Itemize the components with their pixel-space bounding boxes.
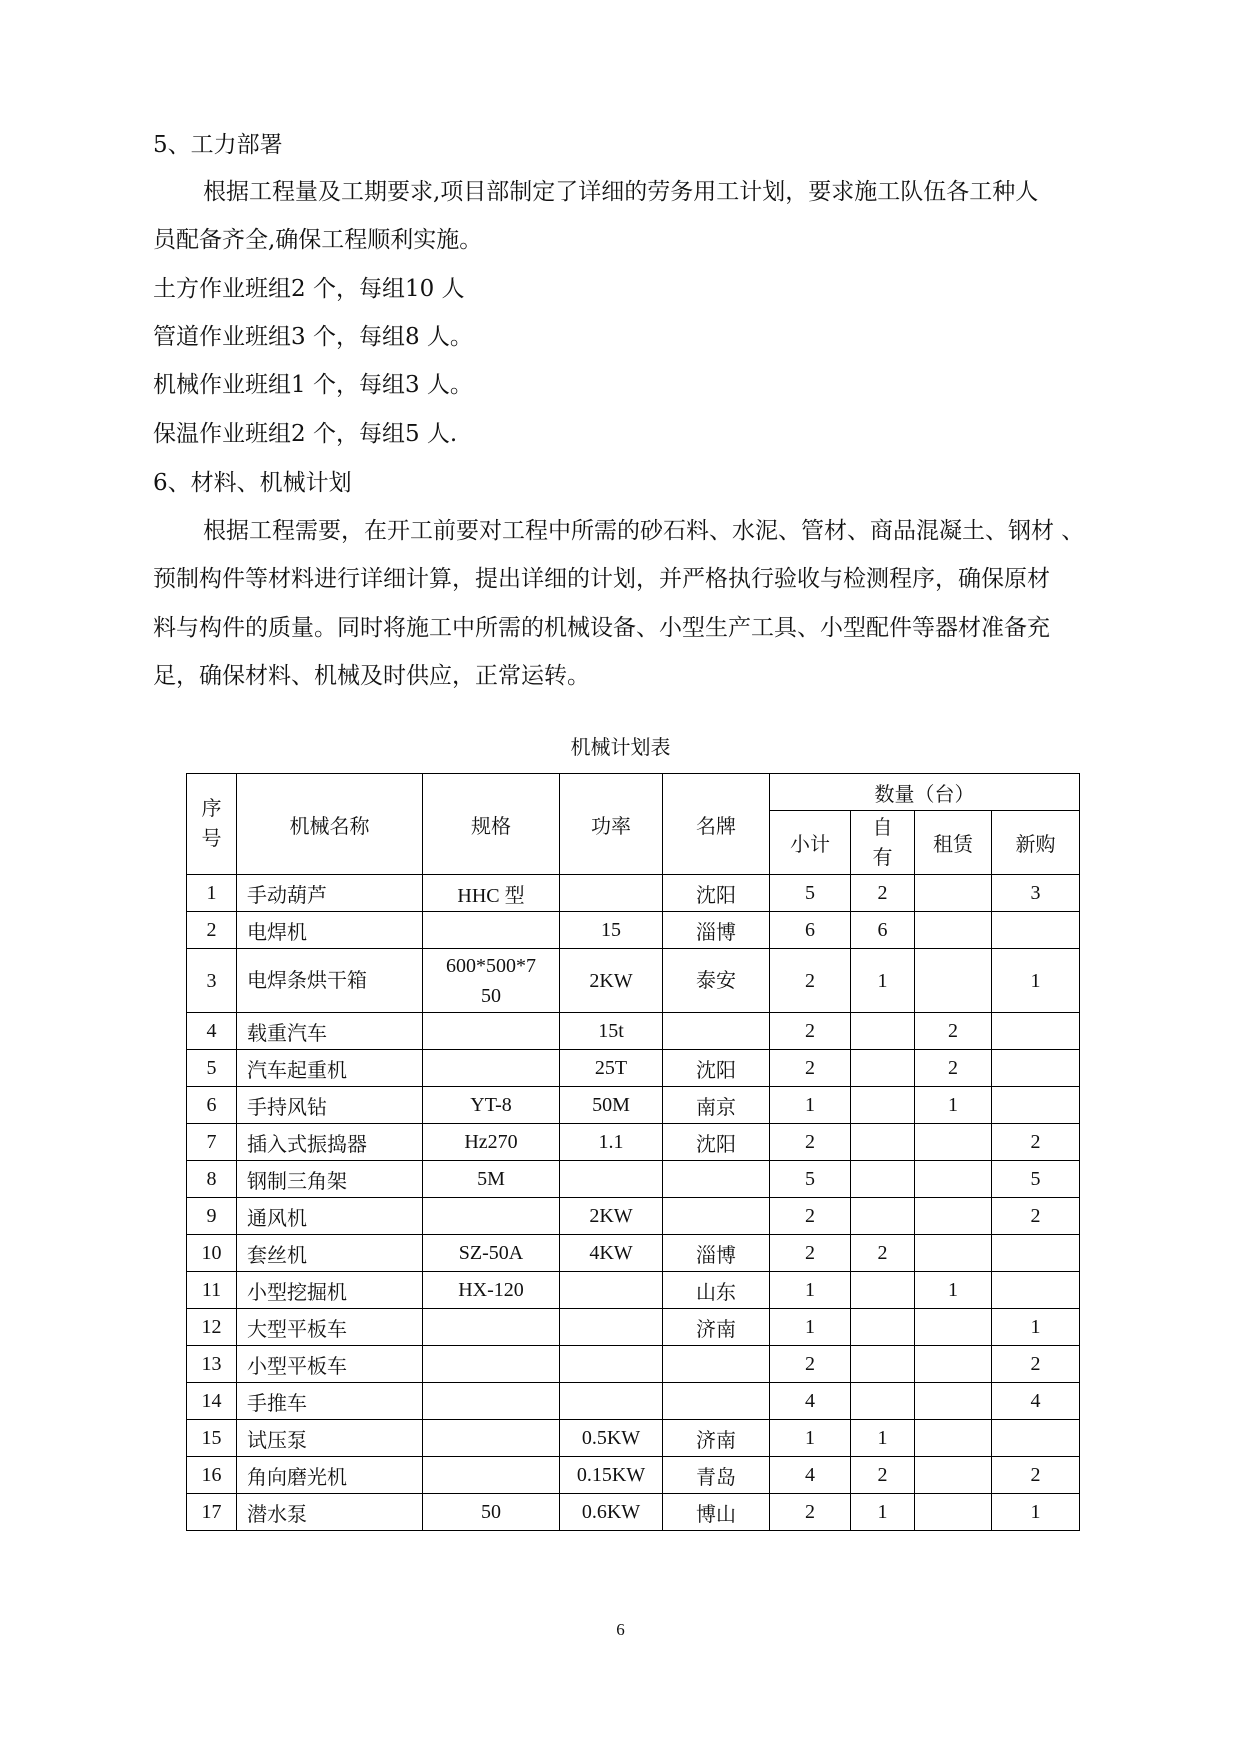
cell-subtotal: 2 bbox=[770, 1494, 851, 1531]
cell-own bbox=[851, 1272, 915, 1309]
section6-paragraph-line: 预制构件等材料进行详细计算，提出详细的计划，并严格执行验收与检测程序，确保原材 bbox=[153, 566, 1050, 592]
cell-rent bbox=[915, 1457, 992, 1494]
cell-spec: HHC 型 bbox=[423, 875, 560, 912]
cell-seq: 12 bbox=[187, 1309, 237, 1346]
cell-subtotal: 2 bbox=[770, 1050, 851, 1087]
cell-spec: HX-120 bbox=[423, 1272, 560, 1309]
cell-name: 试压泵 bbox=[237, 1420, 423, 1457]
table-row bbox=[187, 1161, 1080, 1198]
cell-brand: 济南 bbox=[663, 1420, 770, 1457]
cell-power: 15t bbox=[560, 1013, 663, 1050]
cell-subtotal: 4 bbox=[770, 1457, 851, 1494]
cell-spec bbox=[423, 1383, 560, 1420]
cell-new bbox=[992, 1272, 1080, 1309]
table-row bbox=[187, 1013, 1080, 1050]
cell-spec bbox=[423, 1198, 560, 1235]
cell-seq: 11 bbox=[187, 1272, 237, 1309]
cell-own bbox=[851, 1198, 915, 1235]
cell-spec bbox=[423, 1420, 560, 1457]
table-row bbox=[187, 1198, 1080, 1235]
section5-paragraph-line1: 根据工程量及工期要求,项目部制定了详细的劳务用工计划，要求施工队伍各工种人 bbox=[203, 179, 1039, 205]
section5-paragraph-line2: 员配备齐全,确保工程顺利实施。 bbox=[153, 227, 483, 253]
cell-spec: 50 bbox=[423, 1494, 560, 1531]
cell-seq: 5 bbox=[187, 1050, 237, 1087]
cell-brand bbox=[663, 1383, 770, 1420]
cell-new: 5 bbox=[992, 1161, 1080, 1198]
cell-seq: 17 bbox=[187, 1494, 237, 1531]
section5-heading: 5、工力部署 bbox=[153, 132, 283, 158]
cell-spec bbox=[423, 1457, 560, 1494]
cell-name: 大型平板车 bbox=[237, 1309, 423, 1346]
section6-paragraph-line: 足，确保材料、机械及时供应，正常运转。 bbox=[153, 663, 590, 689]
cell-seq: 10 bbox=[187, 1235, 237, 1272]
cell-brand bbox=[663, 1161, 770, 1198]
cell-new bbox=[992, 1235, 1080, 1272]
cell-power bbox=[560, 875, 663, 912]
cell-own: 1 bbox=[851, 1420, 915, 1457]
cell-spec: Hz270 bbox=[423, 1124, 560, 1161]
cell-subtotal: 5 bbox=[770, 875, 851, 912]
cell-subtotal: 6 bbox=[770, 912, 851, 949]
cell-own bbox=[851, 1309, 915, 1346]
cell-power: 15 bbox=[560, 912, 663, 949]
cell-name: 通风机 bbox=[237, 1198, 423, 1235]
cell-rent bbox=[915, 1383, 992, 1420]
cell-power: 0.15KW bbox=[560, 1457, 663, 1494]
cell-new: 1 bbox=[992, 1494, 1080, 1531]
cell-spec: SZ-50A bbox=[423, 1235, 560, 1272]
cell-rent bbox=[915, 912, 992, 949]
cell-own: 1 bbox=[851, 1494, 915, 1531]
cell-brand: 淄博 bbox=[663, 912, 770, 949]
table-row bbox=[187, 912, 1080, 949]
cell-new: 1 bbox=[992, 1309, 1080, 1346]
page-number: 6 bbox=[616, 1620, 625, 1639]
cell-name: 手动葫芦 bbox=[237, 875, 423, 912]
cell-brand: 济南 bbox=[663, 1309, 770, 1346]
cell-own bbox=[851, 1087, 915, 1124]
cell-own bbox=[851, 1383, 915, 1420]
header-subtotal: 小计 bbox=[770, 811, 851, 875]
cell-seq: 13 bbox=[187, 1346, 237, 1383]
cell-new: 2 bbox=[992, 1457, 1080, 1494]
cell-power bbox=[560, 1383, 663, 1420]
cell-brand: 沈阳 bbox=[663, 1124, 770, 1161]
cell-rent: 2 bbox=[915, 1013, 992, 1050]
cell-subtotal: 4 bbox=[770, 1383, 851, 1420]
cell-own bbox=[851, 1013, 915, 1050]
cell-brand: 青岛 bbox=[663, 1457, 770, 1494]
section6-paragraph-line: 料与构件的质量。同时将施工中所需的机械设备、小型生产工具、小型配件等器材准备充 bbox=[153, 615, 1050, 641]
cell-seq: 2 bbox=[187, 912, 237, 949]
cell-power bbox=[560, 1309, 663, 1346]
table-row bbox=[187, 1309, 1080, 1346]
cell-power: 0.5KW bbox=[560, 1420, 663, 1457]
table-row bbox=[187, 1494, 1080, 1531]
cell-power: 25T bbox=[560, 1050, 663, 1087]
cell-spec: 5M bbox=[423, 1161, 560, 1198]
cell-rent bbox=[915, 1124, 992, 1161]
cell-brand: 泰安 bbox=[663, 949, 770, 1013]
cell-new bbox=[992, 912, 1080, 949]
header-new: 新购 bbox=[992, 811, 1080, 875]
team-item: 机械作业班组1 个，每组3 人。 bbox=[153, 372, 473, 398]
cell-spec bbox=[423, 1346, 560, 1383]
cell-spec bbox=[423, 1050, 560, 1087]
cell-seq: 8 bbox=[187, 1161, 237, 1198]
cell-seq: 14 bbox=[187, 1383, 237, 1420]
cell-brand: 南京 bbox=[663, 1087, 770, 1124]
cell-power bbox=[560, 1272, 663, 1309]
cell-name: 手持风钻 bbox=[237, 1087, 423, 1124]
cell-subtotal: 2 bbox=[770, 1235, 851, 1272]
cell-subtotal: 2 bbox=[770, 1346, 851, 1383]
cell-seq: 1 bbox=[187, 875, 237, 912]
cell-own: 2 bbox=[851, 1235, 915, 1272]
table-row bbox=[187, 1420, 1080, 1457]
cell-own bbox=[851, 1161, 915, 1198]
cell-subtotal: 2 bbox=[770, 949, 851, 1013]
cell-rent: 2 bbox=[915, 1050, 992, 1087]
cell-power: 50M bbox=[560, 1087, 663, 1124]
cell-new: 3 bbox=[992, 875, 1080, 912]
table-row bbox=[187, 949, 1080, 1013]
cell-new bbox=[992, 1013, 1080, 1050]
cell-spec bbox=[423, 1013, 560, 1050]
cell-subtotal: 1 bbox=[770, 1309, 851, 1346]
table-row bbox=[187, 1457, 1080, 1494]
table-row bbox=[187, 1087, 1080, 1124]
header-rent: 租赁 bbox=[915, 811, 992, 875]
cell-name: 钢制三角架 bbox=[237, 1161, 423, 1198]
cell-own bbox=[851, 1050, 915, 1087]
table-body bbox=[187, 875, 1080, 1531]
section6-paragraph-line: 根据工程需要，在开工前要对工程中所需的砂石料、水泥、管材、商品混凝土、钢材 、 bbox=[203, 518, 1085, 544]
cell-spec: 600*500*7 50 bbox=[423, 949, 560, 1013]
cell-rent bbox=[915, 1235, 992, 1272]
cell-rent bbox=[915, 1346, 992, 1383]
cell-own: 2 bbox=[851, 875, 915, 912]
cell-seq: 16 bbox=[187, 1457, 237, 1494]
header-name: 机械名称 bbox=[237, 774, 423, 875]
cell-name: 套丝机 bbox=[237, 1235, 423, 1272]
section6-heading: 6、材料、机械计划 bbox=[153, 470, 352, 496]
cell-brand bbox=[663, 1346, 770, 1383]
cell-name: 插入式振捣器 bbox=[237, 1124, 423, 1161]
cell-brand: 沈阳 bbox=[663, 1050, 770, 1087]
cell-rent bbox=[915, 1198, 992, 1235]
table-row bbox=[187, 1346, 1080, 1383]
machinery-plan-table bbox=[186, 773, 1080, 1531]
cell-seq: 3 bbox=[187, 949, 237, 1013]
cell-seq: 15 bbox=[187, 1420, 237, 1457]
table-row bbox=[187, 1235, 1080, 1272]
team-item: 管道作业班组3 个，每组8 人。 bbox=[153, 324, 473, 350]
cell-new: 1 bbox=[992, 949, 1080, 1013]
table-row bbox=[187, 1124, 1080, 1161]
cell-name: 角向磨光机 bbox=[237, 1457, 423, 1494]
cell-power: 1.1 bbox=[560, 1124, 663, 1161]
cell-name: 小型平板车 bbox=[237, 1346, 423, 1383]
cell-name: 潜水泵 bbox=[237, 1494, 423, 1531]
table-row bbox=[187, 1272, 1080, 1309]
table-row bbox=[187, 1383, 1080, 1420]
cell-new: 2 bbox=[992, 1124, 1080, 1161]
cell-seq: 4 bbox=[187, 1013, 237, 1050]
cell-subtotal: 1 bbox=[770, 1272, 851, 1309]
header-power: 功率 bbox=[560, 774, 663, 875]
cell-spec bbox=[423, 1309, 560, 1346]
header-seq: 序 号 bbox=[187, 774, 237, 875]
cell-seq: 7 bbox=[187, 1124, 237, 1161]
cell-rent bbox=[915, 875, 992, 912]
cell-name: 载重汽车 bbox=[237, 1013, 423, 1050]
cell-rent bbox=[915, 1161, 992, 1198]
cell-brand: 山东 bbox=[663, 1272, 770, 1309]
header-quantity: 数量（台） bbox=[770, 774, 1080, 811]
cell-name: 手推车 bbox=[237, 1383, 423, 1420]
cell-power: 2KW bbox=[560, 1198, 663, 1235]
cell-spec bbox=[423, 912, 560, 949]
cell-power: 2KW bbox=[560, 949, 663, 1013]
cell-rent bbox=[915, 949, 992, 1013]
team-item: 土方作业班组2 个，每组10 人 bbox=[153, 276, 465, 302]
table-row bbox=[187, 1050, 1080, 1087]
cell-own: 6 bbox=[851, 912, 915, 949]
cell-brand: 淄博 bbox=[663, 1235, 770, 1272]
cell-own: 1 bbox=[851, 949, 915, 1013]
cell-name: 汽车起重机 bbox=[237, 1050, 423, 1087]
cell-power bbox=[560, 1161, 663, 1198]
cell-brand bbox=[663, 1013, 770, 1050]
cell-rent bbox=[915, 1420, 992, 1457]
cell-subtotal: 2 bbox=[770, 1198, 851, 1235]
cell-seq: 9 bbox=[187, 1198, 237, 1235]
table-caption: 机械计划表 bbox=[570, 735, 671, 759]
cell-own bbox=[851, 1124, 915, 1161]
cell-new: 4 bbox=[992, 1383, 1080, 1420]
cell-power: 4KW bbox=[560, 1235, 663, 1272]
cell-power bbox=[560, 1346, 663, 1383]
cell-seq: 6 bbox=[187, 1087, 237, 1124]
table-row bbox=[187, 875, 1080, 912]
cell-new bbox=[992, 1087, 1080, 1124]
cell-subtotal: 2 bbox=[770, 1124, 851, 1161]
cell-new: 2 bbox=[992, 1198, 1080, 1235]
cell-brand bbox=[663, 1198, 770, 1235]
cell-subtotal: 1 bbox=[770, 1420, 851, 1457]
cell-brand: 博山 bbox=[663, 1494, 770, 1531]
cell-brand: 沈阳 bbox=[663, 875, 770, 912]
cell-rent: 1 bbox=[915, 1087, 992, 1124]
cell-name: 小型挖掘机 bbox=[237, 1272, 423, 1309]
header-own: 自 有 bbox=[851, 811, 915, 875]
cell-subtotal: 2 bbox=[770, 1013, 851, 1050]
cell-own: 2 bbox=[851, 1457, 915, 1494]
cell-name: 电焊机 bbox=[237, 912, 423, 949]
cell-rent bbox=[915, 1494, 992, 1531]
cell-subtotal: 5 bbox=[770, 1161, 851, 1198]
cell-own bbox=[851, 1346, 915, 1383]
cell-name: 电焊条烘干箱 bbox=[237, 949, 423, 1013]
cell-rent bbox=[915, 1309, 992, 1346]
cell-rent: 1 bbox=[915, 1272, 992, 1309]
cell-new bbox=[992, 1050, 1080, 1087]
header-brand: 名牌 bbox=[663, 774, 770, 875]
header-spec: 规格 bbox=[423, 774, 560, 875]
cell-new bbox=[992, 1420, 1080, 1457]
cell-spec: YT-8 bbox=[423, 1087, 560, 1124]
cell-power: 0.6KW bbox=[560, 1494, 663, 1531]
cell-new: 2 bbox=[992, 1346, 1080, 1383]
team-item: 保温作业班组2 个，每组5 人. bbox=[153, 421, 458, 447]
cell-subtotal: 1 bbox=[770, 1087, 851, 1124]
